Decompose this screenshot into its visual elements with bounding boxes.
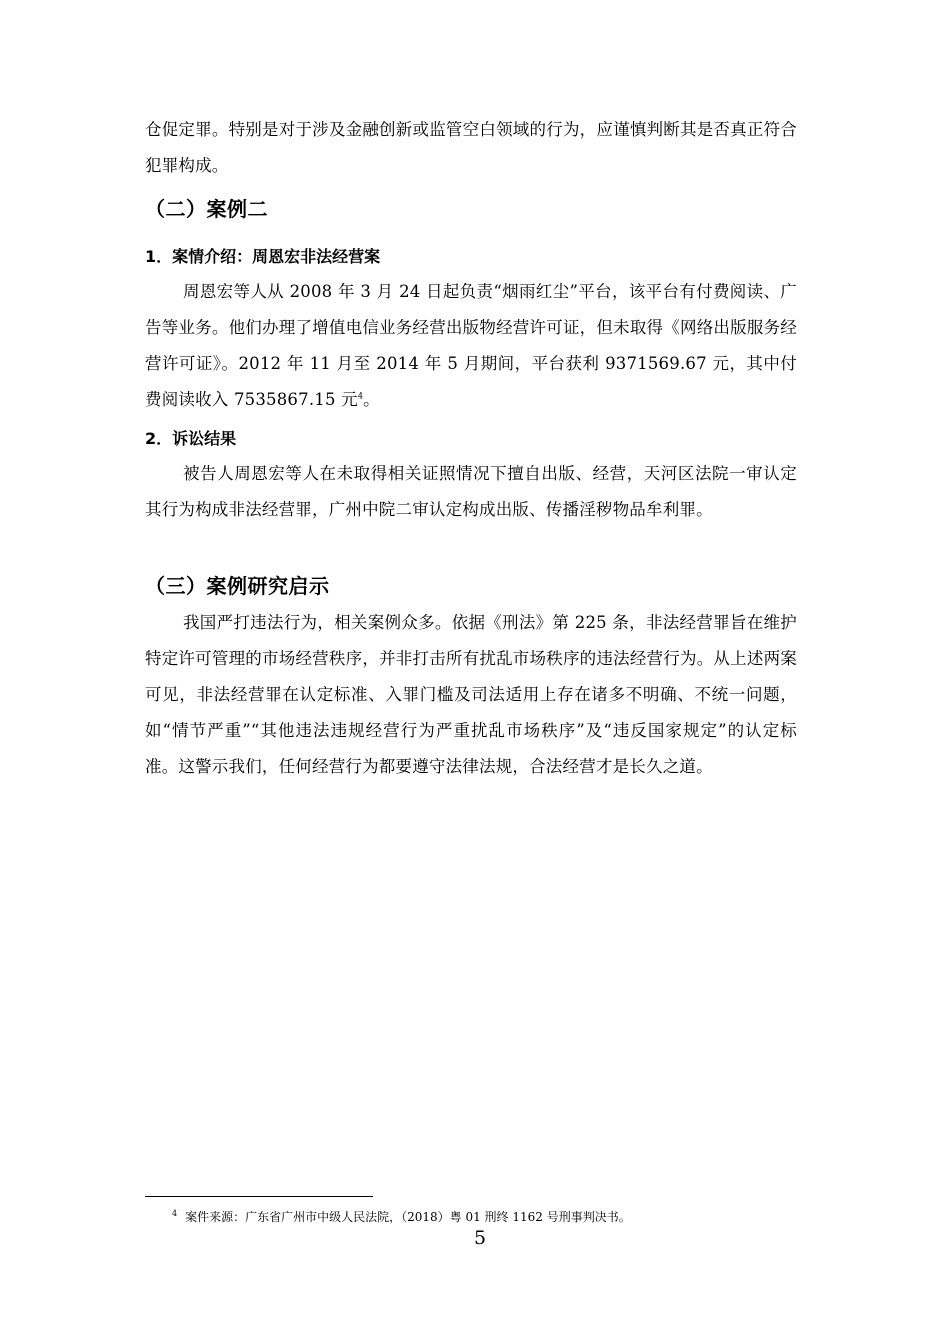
litigation-result-paragraph: 被告人周恩宏等人在未取得相关证照情况下擅自出版、经营，天河区法院一审认定其行为构成非法经营罪，广州中院二审认定构成出版、传播淫秽物品牟利罪。 xyxy=(145,464,797,519)
case3-heading-block xyxy=(145,571,797,601)
page-number: 5 xyxy=(473,1227,487,1249)
continuation-paragraph: 仓促定罪。特别是对于涉及金融创新或监管空白领域的行为，应谨慎判断其是否真正符合犯罪构成。 xyxy=(145,120,797,175)
section-heading-case-insights: （三）案例研究启示 xyxy=(145,574,330,598)
case2-intro-heading-block xyxy=(145,244,797,270)
case-intro-paragraph xyxy=(145,274,797,418)
case2-heading-block xyxy=(145,194,797,224)
subheading-case-intro: 1．案情介绍：周恩宏非法经营案 xyxy=(145,247,381,266)
footnote xyxy=(172,1208,812,1226)
subheading-litigation-result: 2．诉讼结果 xyxy=(145,429,237,448)
footnote-separator xyxy=(145,1196,373,1197)
footnote-reference[interactable]: 4 xyxy=(357,391,364,401)
case2-result-heading-block xyxy=(145,426,797,452)
continuation-paragraph-block xyxy=(145,112,797,184)
footnote-text: 案件来源：广东省广州市中级人民法院，（2018）粤 01 刑终 1162 号刑事判决书。 xyxy=(185,1210,631,1224)
footnote-number: 4 xyxy=(172,1209,178,1218)
case-intro-text: 周恩宏等人从 2008 年 3 月 24 日起负责“烟雨红尘”平台，该平台有付费阅读、广告等业务。他们办理了增值电信业务经营出版物经营许可证，但未取得《网络出版服务经营许可证》。2012 年 11 月至 2014 年 5 月期间，平台获利 9371569.67 元，其中付费阅读收入 7535867.15 元 xyxy=(145,282,797,409)
case3-text-block xyxy=(145,605,797,785)
case2-result-block xyxy=(145,456,797,528)
section-heading-case2: （二）案例二 xyxy=(145,197,268,221)
case-insights-paragraph: 我国严打违法行为，相关案例众多。依据《刑法》第 225 条，非法经营罪旨在维护特定许可管理的市场经营秩序，并非打击所有扰乱市场秩序的违法经营行为。从上述两案可见，非法经营罪在认定标准、入罪门槛及司法适用上存在诸多不明确、不统一问题，如“情节严重”“其他违法违规经营行为严重扰乱市场秩序”及“违反国家规定”的认定标准。这警示我们，任何经营行为都要遵守法律法规，合法经营才是长久之道。 xyxy=(145,613,797,776)
case-intro-end: 。 xyxy=(363,390,380,409)
case2-intro-block xyxy=(145,274,797,418)
